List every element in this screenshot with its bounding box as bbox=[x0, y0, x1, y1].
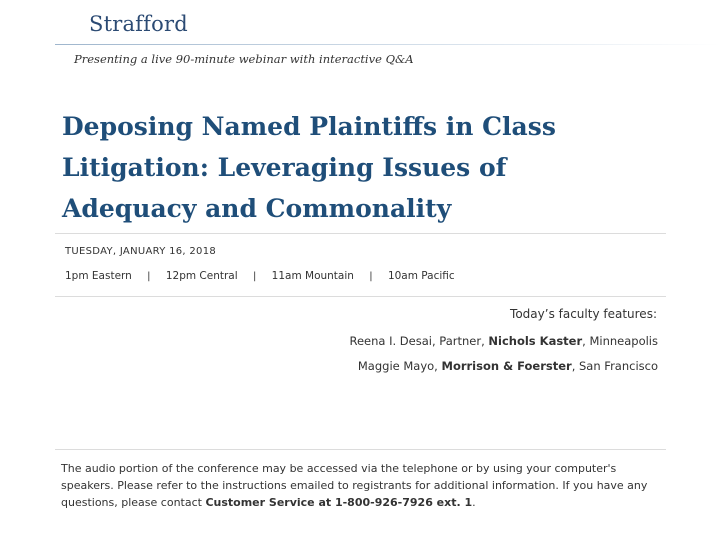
time-pacific: 10am Pacific bbox=[387, 270, 455, 282]
faculty-name: Reena I. Desai, Partner, bbox=[349, 334, 489, 348]
webinar-title: Deposing Named Plaintiffs in Class Litigation: Leveraging Issues of Adequacy and Commonality bbox=[62, 112, 556, 223]
divider-top bbox=[55, 233, 666, 234]
faculty-intro: Today’s faculty features: bbox=[510, 307, 657, 321]
divider-bottom bbox=[55, 449, 666, 450]
customer-service-contact: Customer Service at 1-800-926-7926 ext. 1 bbox=[205, 496, 473, 509]
audio-instructions-text: The audio portion of the conference may be accessed via the telephone or by using your computer's speakers. Please refer to the instructions emailed to registrants for additional information. If you have any questions, please contact bbox=[61, 462, 648, 509]
time-separator: | bbox=[369, 271, 373, 282]
time-central: 12pm Central bbox=[165, 270, 238, 282]
webinar-tagline: Presenting a live 90-minute webinar with interactive Q&A bbox=[74, 52, 414, 66]
webinar-date: TUESDAY, JANUARY 16, 2018 bbox=[65, 246, 217, 257]
webinar-times bbox=[65, 270, 455, 282]
audio-instructions bbox=[61, 460, 661, 511]
faculty-firm: Nichols Kaster bbox=[488, 334, 583, 348]
divider-middle bbox=[55, 296, 666, 297]
footer-end: . bbox=[472, 496, 476, 509]
faculty-name: Maggie Mayo, bbox=[357, 359, 442, 373]
header-divider bbox=[55, 44, 720, 45]
faculty-member bbox=[349, 334, 658, 348]
faculty-member bbox=[358, 359, 658, 373]
time-separator: | bbox=[147, 271, 151, 282]
strafford-logo: Strafford bbox=[89, 12, 188, 36]
faculty-city: , San Francisco bbox=[571, 359, 658, 373]
time-eastern: 1pm Eastern bbox=[65, 270, 132, 282]
time-mountain: 11am Mountain bbox=[271, 270, 354, 282]
time-separator: | bbox=[252, 271, 257, 282]
faculty-firm: Morrison & Foerster bbox=[441, 359, 572, 373]
faculty-city: , Minneapolis bbox=[582, 334, 658, 348]
